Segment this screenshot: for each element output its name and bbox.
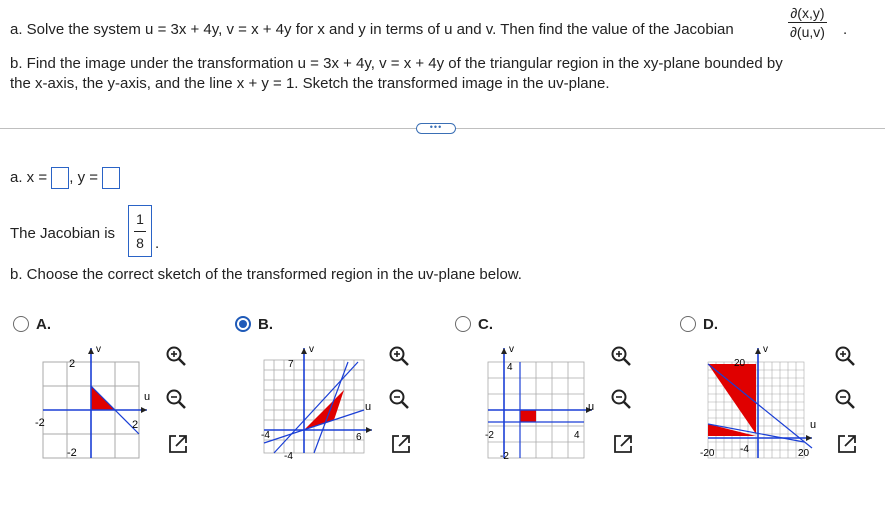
option-d-label: D.	[703, 316, 718, 333]
jacobian-answer-denominator: 8	[136, 235, 144, 251]
option-c-tick-top: 4	[507, 362, 513, 373]
option-c-label: C.	[478, 316, 493, 333]
jacobian-answer-numerator: 1	[136, 211, 144, 227]
answer-y-sep: , y =	[69, 168, 99, 186]
option-b-tick-right: 6	[356, 432, 362, 443]
jacobian-symbol-suffix: .	[843, 21, 848, 38]
option-a-graph	[35, 342, 165, 460]
answer-a-row	[10, 167, 120, 189]
option-b-radio[interactable]	[235, 316, 251, 332]
question-part-b-line1: b. Find the image under the transformation u = 3x + 4y, v = x + 4y of the triangular region in the xy-plane bounded by	[10, 55, 783, 72]
option-a-tick-bottom: -2	[67, 447, 77, 459]
option-d-tick-right: 20	[798, 448, 810, 459]
option-b-zoom-out-icon[interactable]	[388, 388, 410, 410]
option-c-zoom-in-icon[interactable]	[610, 345, 632, 367]
part-b-prompt: b. Choose the correct sketch of the transformed region in the uv-plane below.	[10, 266, 522, 283]
jacobian-symbol-numerator: ∂(x,y)	[790, 5, 825, 21]
option-c-zoom-out-icon[interactable]	[610, 388, 632, 410]
option-b-tick-left: -4	[261, 430, 270, 441]
option-b-label: B.	[258, 316, 273, 333]
option-d-zoom-out-icon[interactable]	[834, 388, 856, 410]
option-a-axis-u: u	[144, 391, 151, 403]
jacobian-label: The Jacobian is	[10, 225, 116, 242]
x-answer-input[interactable]	[51, 167, 69, 189]
y-answer-input[interactable]	[102, 167, 120, 189]
answer-a-prefix: a. x =	[10, 168, 48, 186]
question-part-a: a. Solve the system u = 3x + 4y, v = x + 4y for x and y in terms of u and v. Then find the value of the Jacobian	[10, 21, 734, 38]
option-d-zoom-in-icon[interactable]	[834, 345, 856, 367]
jacobian-period: .	[155, 235, 160, 252]
option-c-tick-right: 4	[574, 430, 580, 441]
option-c-graph	[480, 342, 610, 460]
option-b-zoom-in-icon[interactable]	[388, 345, 410, 367]
option-b-axis-v: v	[309, 344, 314, 355]
option-a-axis-v: v	[96, 344, 101, 355]
jacobian-symbol-denominator: ∂(u,v)	[790, 24, 825, 40]
option-c-tick-left: -2	[485, 430, 494, 441]
option-b-tick-top: 7	[288, 359, 294, 370]
option-b-graph	[258, 342, 388, 460]
option-d-radio[interactable]	[680, 316, 696, 332]
jacobian-answer-input[interactable]	[128, 205, 152, 257]
option-c-radio[interactable]	[455, 316, 471, 332]
option-a-tick-left: -2	[35, 417, 45, 429]
option-b-popout-icon[interactable]	[390, 433, 412, 455]
option-d-axis-v: v	[763, 344, 768, 355]
question-part-b-line2: the x-axis, the y-axis, and the line x + y = 1. Sketch the transformed image in the uv-plane.	[10, 75, 610, 92]
more-button[interactable]: •••	[416, 123, 456, 134]
option-c-region	[520, 410, 536, 422]
option-a-zoom-out-icon[interactable]	[165, 388, 187, 410]
option-d-tick-top: 20	[734, 358, 746, 369]
option-a-tick-right: 2	[132, 419, 139, 431]
jacobian-symbol	[788, 5, 827, 40]
option-a-tick-top: 2	[69, 358, 76, 370]
option-c-popout-icon[interactable]	[612, 433, 634, 455]
option-d-tick-inner-left: -4	[740, 444, 749, 455]
option-d-axis-u: u	[810, 419, 817, 431]
option-b-tick-bottom: -4	[284, 451, 293, 460]
option-c-axis-u: u	[588, 401, 595, 413]
option-b-axis-u: u	[365, 401, 372, 413]
option-d-tick-left: -20	[700, 448, 715, 459]
option-d-graph	[700, 342, 830, 460]
option-a-radio[interactable]	[13, 316, 29, 332]
option-d-popout-icon[interactable]	[836, 433, 858, 455]
option-a-popout-icon[interactable]	[167, 433, 189, 455]
option-a-zoom-in-icon[interactable]	[165, 345, 187, 367]
option-a-label: A.	[36, 316, 51, 333]
option-c-axis-v: v	[509, 344, 514, 355]
option-c-tick-bottom: -2	[500, 451, 509, 460]
